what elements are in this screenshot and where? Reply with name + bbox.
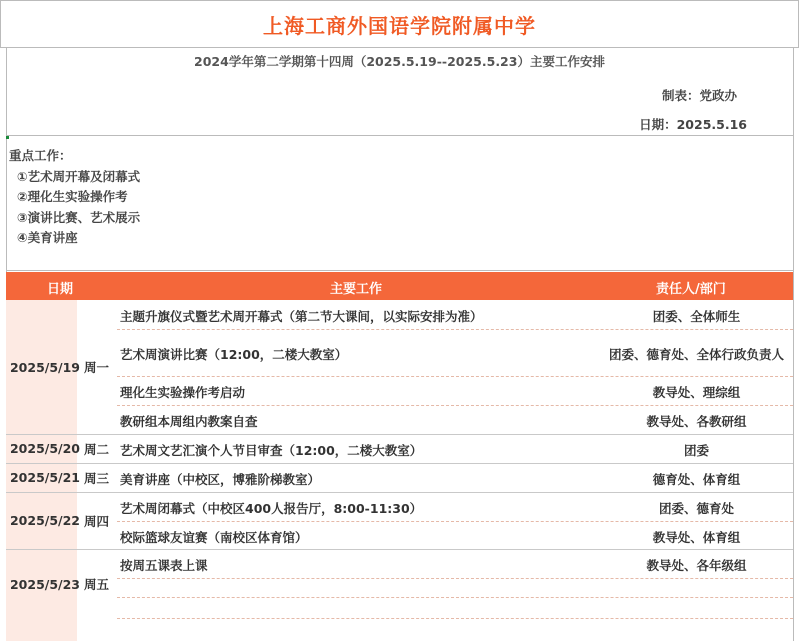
focus-item: ①艺术周开幕及闭幕式	[17, 168, 141, 184]
day-date: 2025/5/23	[9, 576, 80, 592]
task-work: 艺术周演讲比赛（12:00，二楼大教室）	[120, 347, 348, 362]
task-owner: 团委	[683, 443, 709, 458]
row-divider	[117, 597, 793, 598]
day-cell	[6, 492, 113, 549]
focus-item: ④美育讲座	[17, 230, 78, 245]
row-divider	[117, 521, 793, 522]
right-border	[793, 47, 794, 641]
task-work: 按周五课表上课	[120, 558, 208, 573]
row-divider	[117, 376, 793, 377]
day-cell	[6, 300, 113, 434]
focus-section	[9, 146, 140, 249]
row-divider	[117, 578, 793, 579]
schedule-subtitle: 2024学年第二学期第十四周（2025.5.19--2025.5.23）主要工作安排	[194, 54, 605, 69]
day-weekday: 周一	[83, 360, 109, 375]
column-header-work: 主要工作	[330, 282, 383, 297]
task-work: 主题升旗仪式暨艺术周开幕式（第二节大课间，以实际安排为准）	[120, 309, 483, 324]
focus-item: ②理化生实验操作考	[17, 189, 128, 204]
maker-label: 制表：党政办	[661, 88, 737, 103]
task-work: 美育讲座（中校区，博雅阶梯教室）	[120, 472, 321, 487]
day-date: 2025/5/22	[9, 513, 80, 528]
table-header	[6, 272, 793, 300]
day-weekday: 周五	[83, 577, 109, 592]
task-owner: 教导处、各年级组	[646, 558, 747, 573]
day-divider	[6, 434, 793, 435]
row-divider	[117, 618, 793, 619]
day-cell	[6, 549, 113, 619]
header-divider	[6, 135, 793, 136]
day-divider	[6, 549, 793, 550]
focus-divider	[6, 270, 793, 271]
task-owner: 德育处、体育组	[652, 472, 741, 487]
task-owner: 团委、德育处、全体行政负责人	[608, 347, 784, 362]
day-date: 2025/5/20	[9, 441, 80, 456]
day-date: 2025/5/19	[9, 359, 80, 375]
row-divider	[117, 405, 793, 406]
task-work: 理化生实验操作考启动	[120, 385, 246, 400]
task-owner: 团委、全体师生	[652, 309, 741, 324]
day-weekday: 周三	[83, 470, 109, 486]
day-divider	[6, 492, 793, 493]
task-work: 艺术周文艺汇演个人节目审查（12:00，二楼大教室）	[120, 443, 423, 458]
task-work: 艺术周闭幕式（中校区400人报告厅，8:00-11:30）	[120, 501, 423, 516]
task-owner: 教导处、理综组	[652, 385, 741, 400]
task-owner: 教导处、各教研组	[646, 414, 747, 429]
day-cell	[6, 463, 113, 492]
day-divider	[6, 463, 793, 464]
focus-label: 重点工作：	[9, 148, 72, 163]
column-header-owner: 责任人/部门	[656, 282, 726, 297]
school-title: 上海工商外国语学院附属中学	[0, 0, 799, 48]
task-work: 教研组本周组内教案自查	[120, 414, 258, 429]
task-work: 校际篮球友谊赛（南校区体育馆）	[120, 530, 308, 545]
day-date: 2025/5/21	[9, 470, 80, 485]
focus-item: ③演讲比赛、艺术展示	[17, 209, 141, 225]
row-divider	[117, 329, 793, 330]
column-header-date: 日期	[47, 282, 74, 297]
task-owner: 团委、德育处	[658, 501, 734, 516]
day-weekday: 周四	[83, 513, 109, 529]
cell-marker	[6, 136, 9, 139]
day-cell	[6, 434, 113, 463]
task-owner: 教导处、体育组	[652, 530, 741, 545]
issue-date: 日期：2025.5.16	[639, 117, 747, 132]
day-weekday: 周二	[83, 441, 109, 457]
